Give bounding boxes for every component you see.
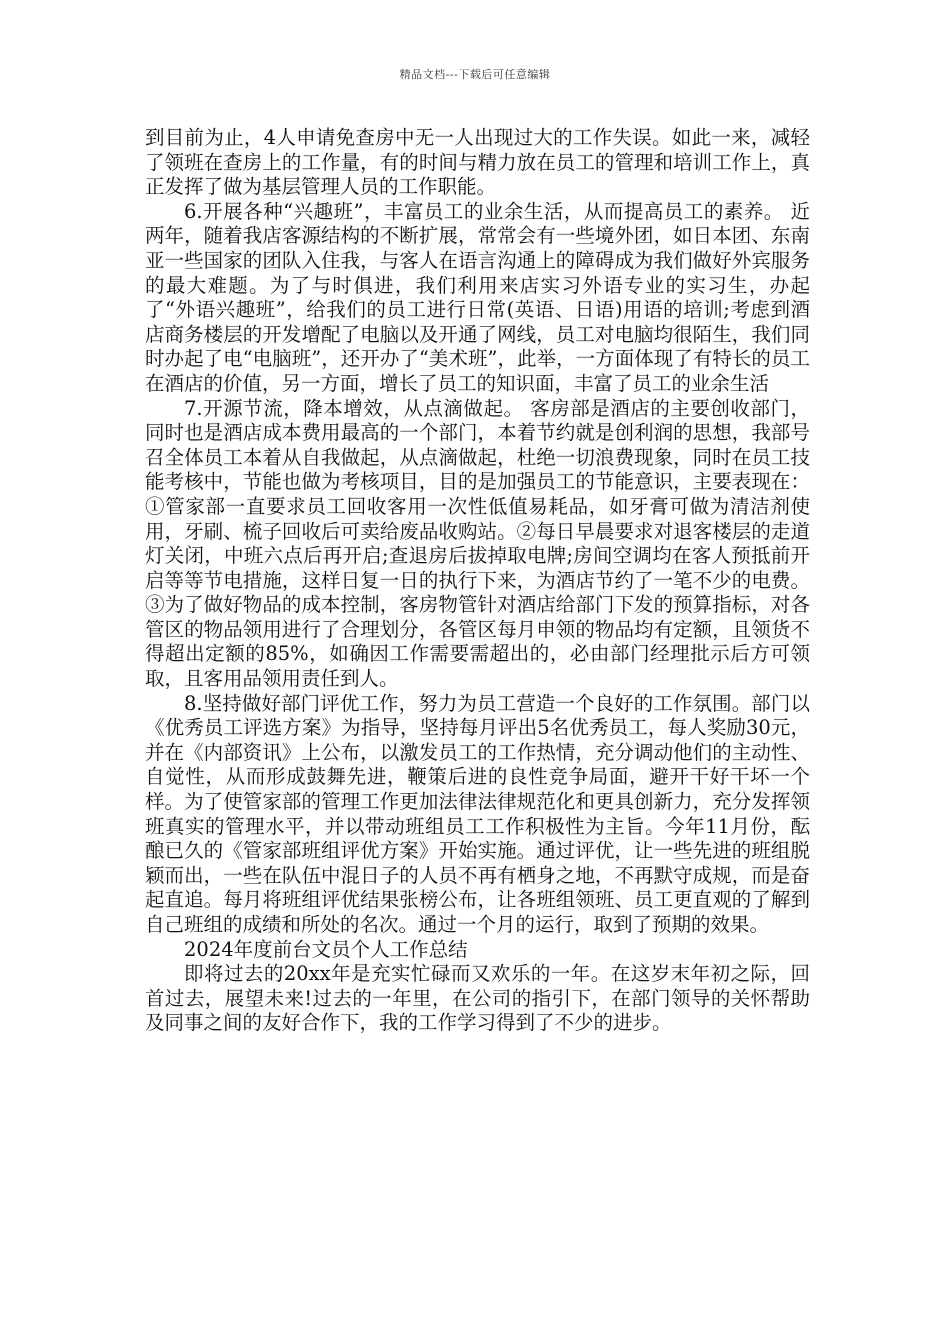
section-title: 2024年度前台文员个人工作总结 — [184, 937, 468, 961]
document-body — [145, 126, 810, 1036]
paragraph-continuation: 到目前为止，4人申请免查房中无一人出现过大的工作失误。如此一来，减轻了领班在查房上的工作量，有的时间与精力放在员工的管理和培训工作上，真正发挥了做为基层管理人员的工作职能。 — [145, 126, 810, 199]
paragraph-intro: 即将过去的20xx年是充实忙碌而又欢乐的一年。在这岁末年初之际，回首过去，展望未来!过去的一年里，在公司的指引下，在部门领导的关怀帮助及同事之间的友好合作下，我的工作学习得到了不少的进步。 — [145, 962, 810, 1035]
paragraph-cost-saving: 7.开源节流，降本增效，从点滴做起。 客房部是酒店的主要创收部门，同时也是酒店成本费用最高的一个部门，本着节约就是创利润的思想，我部号召全体员工本着从自我做起，从点滴做起，杜绝一切浪费现象，同时在员工技能考核中，节能也做为考核项目，目的是加强员工的节能意识，主要表现在： ①管家部一直要求员工回收客用一次性低值易耗品，如牙膏可做为清洁剂使用，牙刷、梳子回收后可卖给废品收购站。②每日早晨要求对退客楼层的走道灯关闭，中班六点后再开启;查退房后拔掉取电牌;房间空调均在客人预抵前开启等等节电措施，这样日复一日的执行下来，为酒店节约了一笔不少的电费。③为了做好物品的成本控制，客房物管针对酒店给部门下发的预算指标，对各管区的物品领用进行了合理划分，各管区每月申领的物品均有定额，且领货不得超出定额的85%，如确因工作需要需超出的，必由部门经理批示后方可领取，且客用品领用责任到人。 — [145, 396, 810, 691]
paragraph-interest-classes: 6.开展各种“兴趣班”，丰富员工的业余生活，从而提高员工的素养。 近两年，随着我店客源结构的不断扩展，常常会有一些境外团，如日本团、东南亚一些国家的团队入住我，与客人在语言沟通上的障碍成为我们做好外宾服务的最大难题。为了与时俱进，我们利用来店实习外语专业的实习生，办起了“外语兴趣班”，给我们的员工进行日常(英语、日语)用语的培训;考虑到酒店商务楼层的开发增配了电脑以及开通了网线，员工对电脑均很陌生，我们同时办起了电“电脑班”，还开办了“美术班”，此举，一方面体现了有特长的员工在酒店的价值，另一方面，增长了员工的知识面，丰富了员工的业余生活 — [145, 199, 810, 395]
paragraph-staff-evaluation: 8.坚持做好部门评优工作，努力为员工营造一个良好的工作氛围。部门以《优秀员工评选方案》为指导，坚持每月评出5名优秀员工，每人奖励30元，并在《内部资讯》上公布，以激发员工的工作热情，充分调动他们的主动性、自觉性，从而形成鼓舞先进，鞭策后进的良性竞争局面，避开干好干坏一个样。为了使管家部的管理工作更加法律法律规范化和更具创新力，充分发挥领班真实的管理水平，并以带动班组员工工作积极性为主旨。今年11月份，酝酿已久的《管家部班组评优方案》开始实施。通过评优，让一些先进的班组脱颖而出，一些在队伍中混日子的人员不再有栖身之地，不再默守成规，而是奋起直追。每月将班组评优结果张榜公布，让各班组领班、员工更直观的了解到自己班组的成绩和所处的名次。通过一个月的运行，取到了预期的效果。 — [145, 691, 810, 936]
page-header: 精品文档---下载后可任意编辑 — [399, 68, 551, 81]
